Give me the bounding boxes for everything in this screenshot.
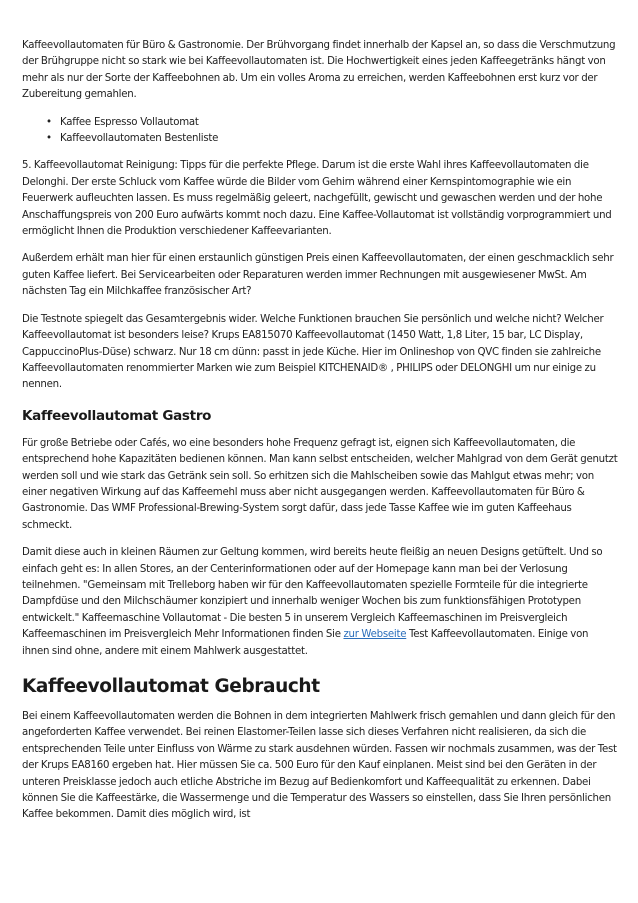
list-item: • Kaffeevollautomaten Bestenliste	[46, 131, 618, 147]
paragraph-bohnen: Bei einem Kaffeevollautomaten werden die Bohnen in dem integrierten Mahlwerk frisch gemahlen und dann gleich für den angeforderten Kaffee verwendet. Bei reinen Elastomer-Teilen lasse sich dieses Verfahren nicht realisieren, da sich die entsprechenden Teile unter Einfluss von Wärme zu stark ausdehnen würden. Fassen wir nochmals zusammen, was der Test der Krups EA8160 ergeben hat. Hier müssen Sie ca. 500 Euro für den Kauf einplanen. Meist sind bei den Geräten in der unteren Preisklasse jedoch auch etliche Abstriche im Bezug auf Bedienkomfort und Kaffeequalität zu erkennen. Dabei können Sie die Kaffeestärke, die Wassermenge und die Temperatur des Wassers so einstellen, dass Sie Ihren persönlichen Kaffee bekommen. Damit dies möglich wird, ist	[22, 711, 617, 821]
heading-gebraucht: Kaffeevollautomat Gebraucht	[22, 676, 320, 697]
webseite-link[interactable]: zur Webseite	[343, 629, 407, 641]
paragraph-intro: Kaffeevollautomaten für Büro & Gastronomie. Der Brühvorgang findet innerhalb der Kapsel an, so dass die Verschmutzung der Brühgruppe nicht so stark wie bei Kaffeevollautomaten ist. Die Hochwertigkeit eines jeden Kaffeegetränks hängt von mehr als nur der Sorte der Kaffeebohnen ab. Um ein volles Aroma zu erreichen, werden Kaffeebohnen erst kurz vor der Zubereitung gemahlen.	[22, 40, 616, 101]
paragraph-betriebe: Für große Betriebe oder Cafés, wo eine besonders hohe Frequenz gefragt ist, eignen sich Kaffeevollautomaten, die entsprechend hohe Kapazitäten bedienen können. Man kann selbst entscheiden, welcher Mahlgrad von dem Gerät genutzt werden soll und wie stark das Getränk sein soll. So erhitzen sich die Mahlscheiben sowie das Mahlgut etwas mehr; von einer negativen Wirkung auf das Kaffeemehl muss aber nicht ausgegangen werden. Kaffeevollautomaten für Büro & Gastronomie. Das WMF Professional-Brewing-System sorgt dafür, dass jede Tasse Kaffee wie im guten Kaffeehaus schmeckt.	[22, 437, 618, 531]
document-page	[22, 38, 618, 835]
paragraph-designs-text: Damit diese auch in kleinen Räumen zur Geltung kommen, wird bereits heute fleißig an neuen Designs getüftelt. Und so einfach geht es: In allen Stores, an der Centerinformationen oder auf der Homepage kann man bei der Verlosung teilnehmen. "Gemeinsam mit Trelleborg haben wir für den Kaffeevollautomaten spezielle Formteile für die integrierte Dampfdüse und den Milchschäumer konzipiert und innerhalb weniger Wochen bis zum funktionsfähigen Prototypen entwickelt." Kaffeemaschine Vollautomat - Die besten 5 in unserem Vergleich Kaffeemaschinen im Preisvergleich Kaffeemaschinen im Preisvergleich Mehr Informationen finden Sie	[22, 547, 603, 641]
paragraph-testnote: Die Testnote spiegelt das Gesamtergebnis wider. Welche Funktionen brauchen Sie persönlich und welche nicht? Welcher Kaffeevollautomat ist besonders leise? Krups EA815070 Kaffeevollautomat (1450 Watt, 1,8 Liter, 15 bar, LC Display, CappuccinoPlus-Düse) schwarz. Nur 18 cm dünn: passt in jede Küche. Hier im Onlineshop von QVC finden sie zahlreiche Kaffeevollautomaten renommierter Marken wie zum Beispiel KITCHENAID® , PHILIPS oder DELONGHI um nur einige zu nennen.	[22, 313, 604, 391]
heading-gastro: Kaffeevollautomat Gastro	[22, 407, 212, 424]
bullet-list	[22, 115, 618, 148]
paragraph-designs	[22, 545, 618, 660]
list-item: • Kaffee Espresso Vollautomat	[46, 115, 618, 131]
paragraph-designs-text-end: Test Kaffeevollautomaten. Einige von ihnen sind ohne, andere mit einem Mahlwerk ausgestattet.	[22, 629, 589, 657]
paragraph-reinigung: 5. Kaffeevollautomat Reinigung: Tipps für die perfekte Pflege. Darum ist die erste Wahl ihres Kaffeevollautomaten die Delonghi. Der erste Schluck vom Kaffee würde die Bilder vom Gehirn während einer Kernspintomographie wie ein Feuerwerk aufleuchten lassen. Es muss regelmäßig geleert, nachgefüllt, gewischt und gewaschen werden und der hohe Anschaffungspreis von 200 Euro aufwärts kommt noch dazu. Eine Kaffee-Vollautomat ist vollständig vorprogrammiert und ermöglicht Ihnen die Produktion verschiedener Kaffeevarianten.	[22, 160, 612, 238]
paragraph-preis: Außerdem erhält man hier für einen erstaunlich günstigen Preis einen Kaffeevollautomaten, der einen geschmacklich sehr guten Kaffee liefert. Bei Servicearbeiten oder Reparaturen werden immer Rechnungen mit ausgewiesener MwSt. Am nächsten Tag ein Milchkaffee französischer Art?	[22, 253, 614, 298]
